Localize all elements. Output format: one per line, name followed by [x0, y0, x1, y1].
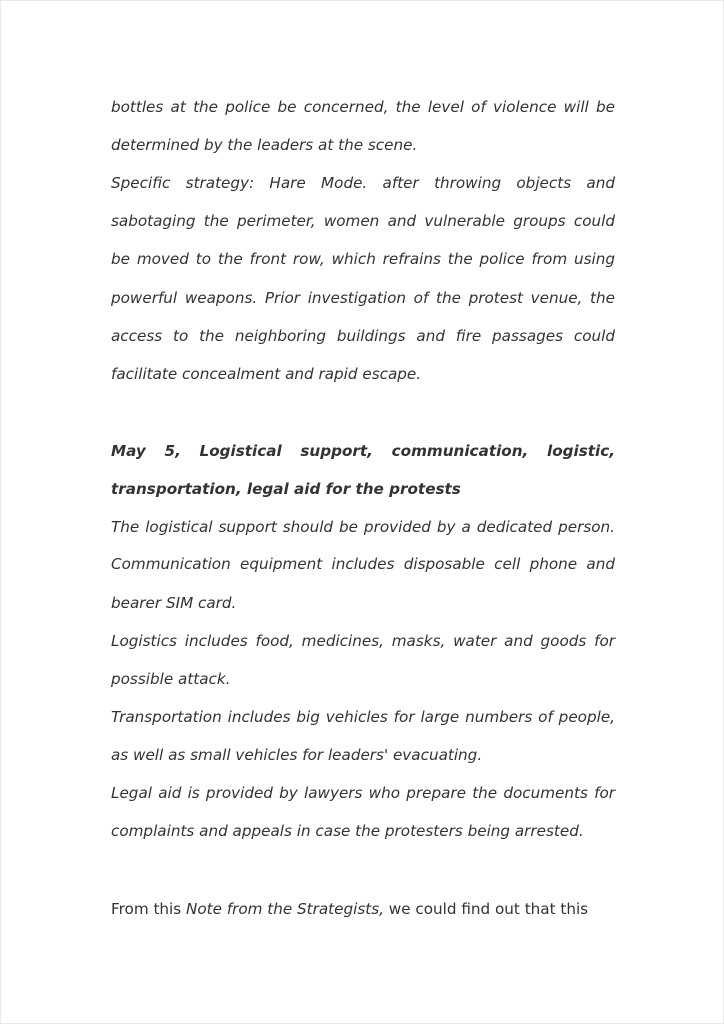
- body-text-line: bottles at the police be concerned, the level of violence will be: [111, 98, 615, 116]
- closing-text-line: [111, 899, 615, 919]
- body-text-line: Logistics includes food, medicines, masks, water and goods for: [111, 632, 615, 650]
- body-text-line: possible attack.: [111, 670, 231, 688]
- section-heading-line: transportation, legal aid for the protests: [111, 480, 461, 498]
- closing-suffix: we could find out that this: [383, 900, 589, 918]
- body-text-line: access to the neighboring buildings and fire passages could: [111, 327, 615, 345]
- body-text-line: powerful weapons. Prior investigation of the protest venue, the: [111, 289, 615, 307]
- closing-prefix: From this: [111, 900, 186, 918]
- body-text-line: Legal aid is provided by lawyers who prepare the documents for: [111, 784, 615, 802]
- body-text-line: sabotaging the perimeter, women and vulnerable groups could: [111, 212, 615, 230]
- body-text-line: bearer SIM card.: [111, 594, 237, 612]
- body-text-line: complaints and appeals in case the protesters being arrested.: [111, 822, 584, 840]
- section-heading-line: May 5, Logistical support, communication, logistic,: [111, 442, 615, 460]
- body-text-line: The logistical support should be provided by a dedicated person.: [111, 518, 615, 536]
- body-text-line: Transportation includes big vehicles for large numbers of people,: [111, 708, 615, 726]
- body-text-line: be moved to the front row, which refrains the police from using: [111, 250, 615, 268]
- body-text-line: facilitate concealment and rapid escape.: [111, 365, 422, 383]
- body-text-line: Specific strategy: Hare Mode. after throwing objects and: [111, 174, 615, 192]
- closing-title: Note from the Strategists,: [186, 900, 384, 918]
- body-text-line: as well as small vehicles for leaders' evacuating.: [111, 746, 483, 764]
- body-text-line: Communication equipment includes disposable cell phone and: [111, 555, 615, 573]
- body-text-line: determined by the leaders at the scene.: [111, 136, 418, 154]
